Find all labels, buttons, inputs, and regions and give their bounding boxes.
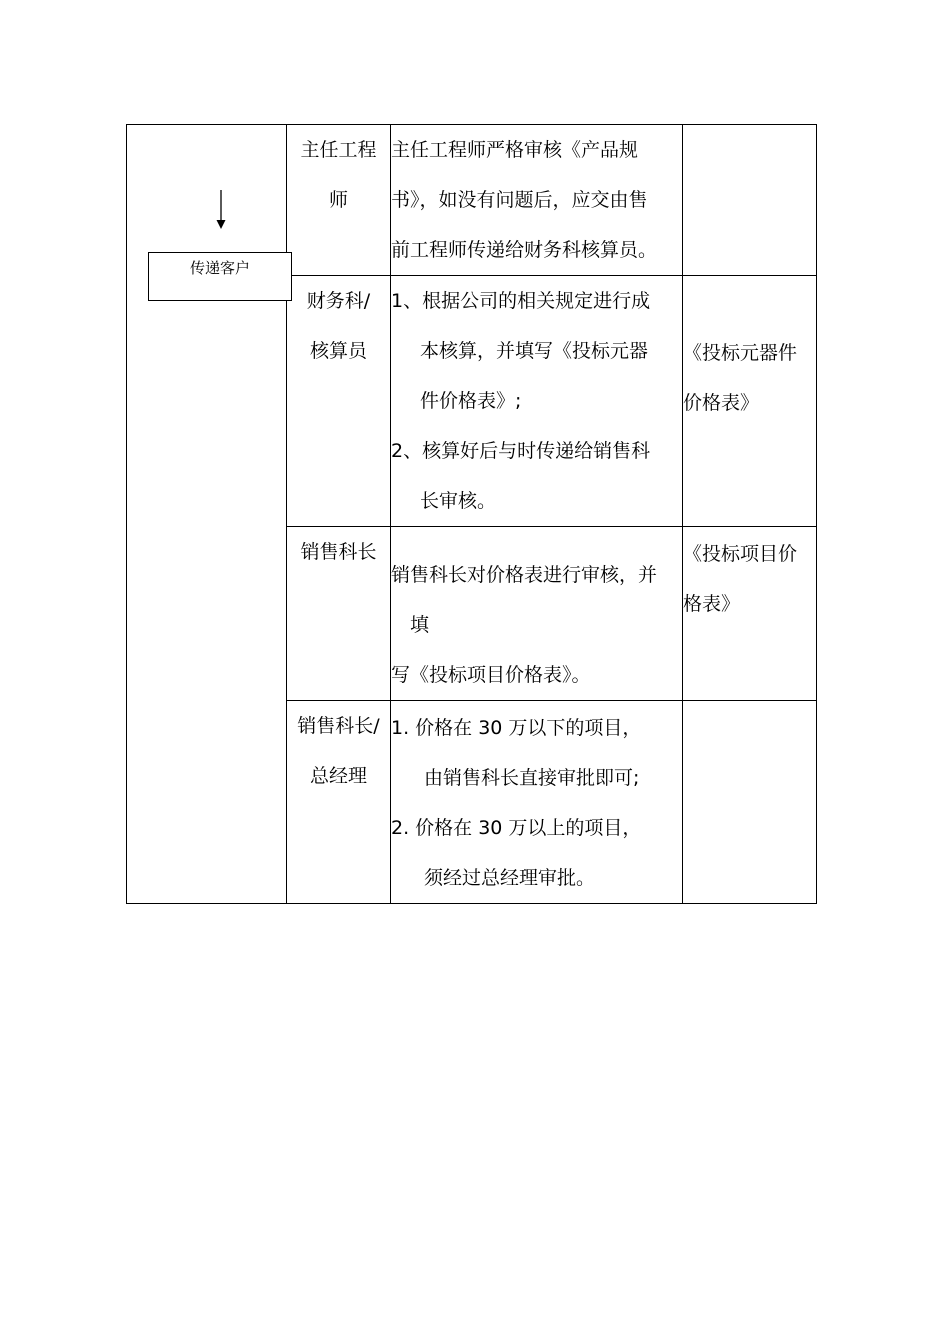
description-text: 长审核。 [420,490,497,512]
description-text: 销售科长对价格表进行审核，并 [391,564,658,586]
description-text: 由销售科长直接审批即可; [424,767,640,789]
form-cell [683,125,817,276]
role-cell [287,701,391,904]
description-cell [391,125,683,276]
process-table [126,124,817,904]
down-arrow-icon [214,190,228,230]
description-text: 前工程师传递给财务科核算员。 [391,239,658,261]
description-text: 须经过总经理审批。 [424,867,596,889]
role-text: 核算员 [309,340,367,362]
description-text: 书》，如没有问题后，应交由售 [391,189,648,211]
description-text: 主任工程师严格审核《产品规 [391,139,639,161]
form-text: 《投标元器件 [683,342,798,364]
role-text: 师 [328,189,348,211]
role-text: 销售科长 [300,541,377,563]
form-text: 价格表》 [683,392,760,414]
role-text: 总经理 [309,765,367,787]
flowchart-box: 传递客户 [148,252,292,301]
flowchart-cell [127,125,287,904]
description-cell [391,527,683,701]
description-text: 2. 价格在 30 万以上的项目， [391,817,642,839]
description-cell [391,276,683,527]
role-text: 销售科长/ [297,715,380,737]
role-cell [287,276,391,527]
role-cell [287,125,391,276]
role-text: 财务科/ [306,290,371,312]
description-text: 件价格表》; [420,390,522,412]
form-cell [683,527,817,701]
description-text: 1. 价格在 30 万以下的项目， [391,717,642,739]
description-text: 本核算，并填写《投标元器 [420,340,649,362]
form-text: 格表》 [683,593,741,615]
description-cell [391,701,683,904]
form-text: 《投标项目价 [683,543,798,565]
description-text: 2、核算好后与时传递给销售科 [391,440,651,462]
description-text: 1、根据公司的相关规定进行成 [391,290,651,312]
description-text: 填 [410,614,430,636]
form-cell [683,701,817,904]
form-cell [683,276,817,527]
role-cell [287,527,391,701]
description-text: 写《投标项目价格表》。 [391,664,591,686]
role-text: 主任工程 [300,139,377,161]
